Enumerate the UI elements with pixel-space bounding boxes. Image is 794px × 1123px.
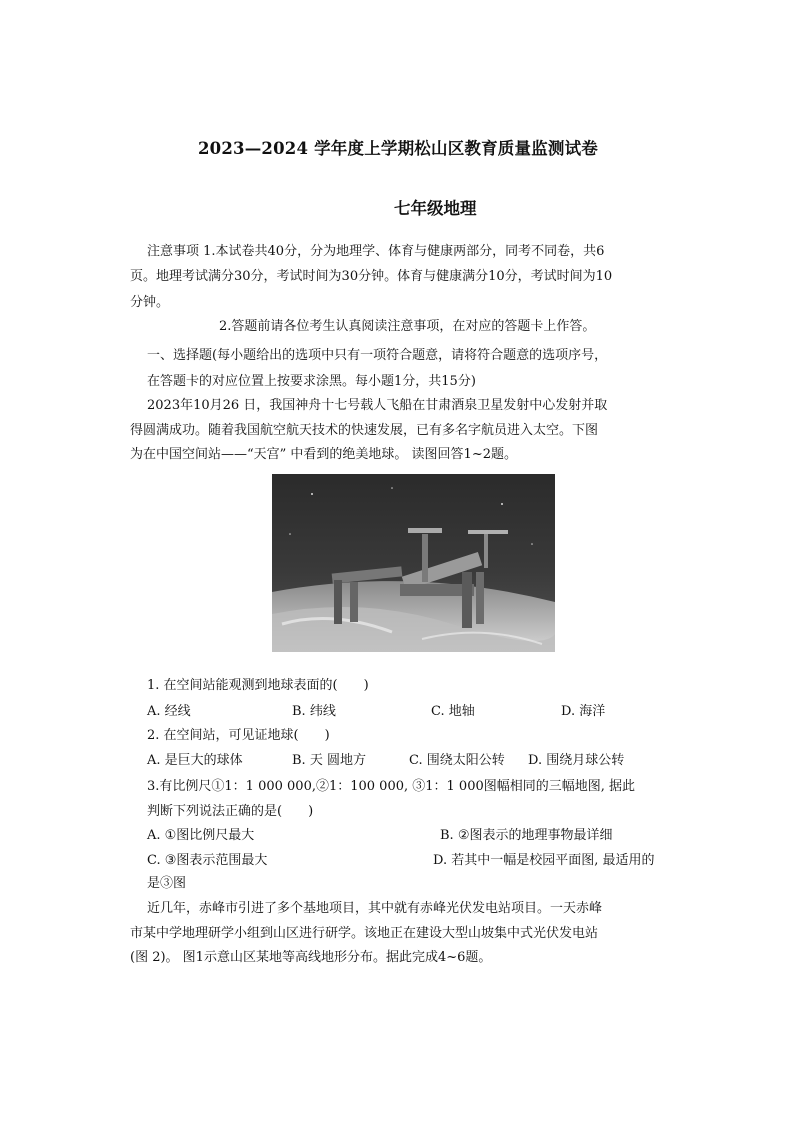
notes-line-2: 页。地理考试满分30分，考试时间为30分钟。体育与健康满分10分，考试时间为10 <box>130 269 613 284</box>
section-heading-line-2: 在答题卡的对应位置上按要求涂黑。每小题1分，共15分) <box>147 374 476 389</box>
q3-option-d-line-1: D. 若其中一幅是校园平面图, 最适用的 <box>433 853 655 868</box>
q3-option-a: A. ①图比例尺最大 <box>147 828 255 843</box>
page-subtitle: 七年级地理 <box>394 199 477 218</box>
q3-stem-line-2: 判断下列说法正确的是( ) <box>147 804 314 819</box>
notes-line-4: 2.答题前请各位考生认真阅读注意事项，在对应的答题卡上作答。 <box>219 319 596 334</box>
q1-stem: 1. 在空间站能观测到地球表面的( ) <box>147 678 369 693</box>
q3-option-d-line-2: 是③图 <box>147 876 187 891</box>
q2-option-c: C. 围绕太阳公转 <box>409 753 505 768</box>
passage1-line-3: 为在中国空间站——“天宫” 中看到的绝美地球。 读图回答1~2题。 <box>130 447 517 462</box>
passage2-line-2: 市某中学地理研学小组到山区进行研学。该地正在建设大型山坡集中式光伏发电站 <box>130 926 599 941</box>
q3-option-c: C. ③图表示范围最大 <box>147 853 268 868</box>
q2-option-b: B. 天 圆地方 <box>292 753 366 768</box>
q3-option-b: B. ②图表示的地理事物最详细 <box>440 828 613 843</box>
passage2-line-3: (图 2)。 图1示意山区某地等高线地形分布。据此完成4~6题。 <box>130 950 492 965</box>
q2-stem: 2. 在空间站，可见证地球( ) <box>147 728 330 743</box>
q3-stem-line-1: 3.有比例尺①1：1 000 000,②1：100 000, ③1：1 000图幅相同的三幅地图, 据此 <box>147 779 636 794</box>
q2-option-a: A. 是巨大的球体 <box>147 753 243 768</box>
notes-line-1: 注意事项 1.本试卷共40分，分为地理学、体育与健康两部分，同考不同卷，共6 <box>147 244 605 259</box>
passage1-line-1: 2023年10月26 日，我国神舟十七号载人飞船在甘肃酒泉卫星发射中心发射并取 <box>147 398 608 413</box>
space-station-photo <box>272 474 555 652</box>
q2-option-d: D. 围绕月球公转 <box>528 753 625 768</box>
page-title: 2023—2024 学年度上学期松山区教育质量监测试卷 <box>198 139 598 158</box>
passage2-line-1: 近几年，赤峰市引进了多个基地项目，其中就有赤峰光伏发电站项目。一天赤峰 <box>147 901 603 916</box>
q1-option-b: B. 纬线 <box>292 704 336 719</box>
q1-option-c: C. 地轴 <box>431 704 475 719</box>
q1-option-a: A. 经线 <box>147 704 191 719</box>
q1-option-d: D. 海洋 <box>561 704 606 719</box>
passage1-line-2: 得圆满成功。随着我国航空航天技术的快速发展，已有多名字航员进入太空。下图 <box>130 423 599 438</box>
notes-line-3: 分钟。 <box>130 295 170 310</box>
section-heading-line-1: 一、选择题(每小题给出的选项中只有一项符合题意，请将符合题意的选项序号， <box>147 348 608 363</box>
